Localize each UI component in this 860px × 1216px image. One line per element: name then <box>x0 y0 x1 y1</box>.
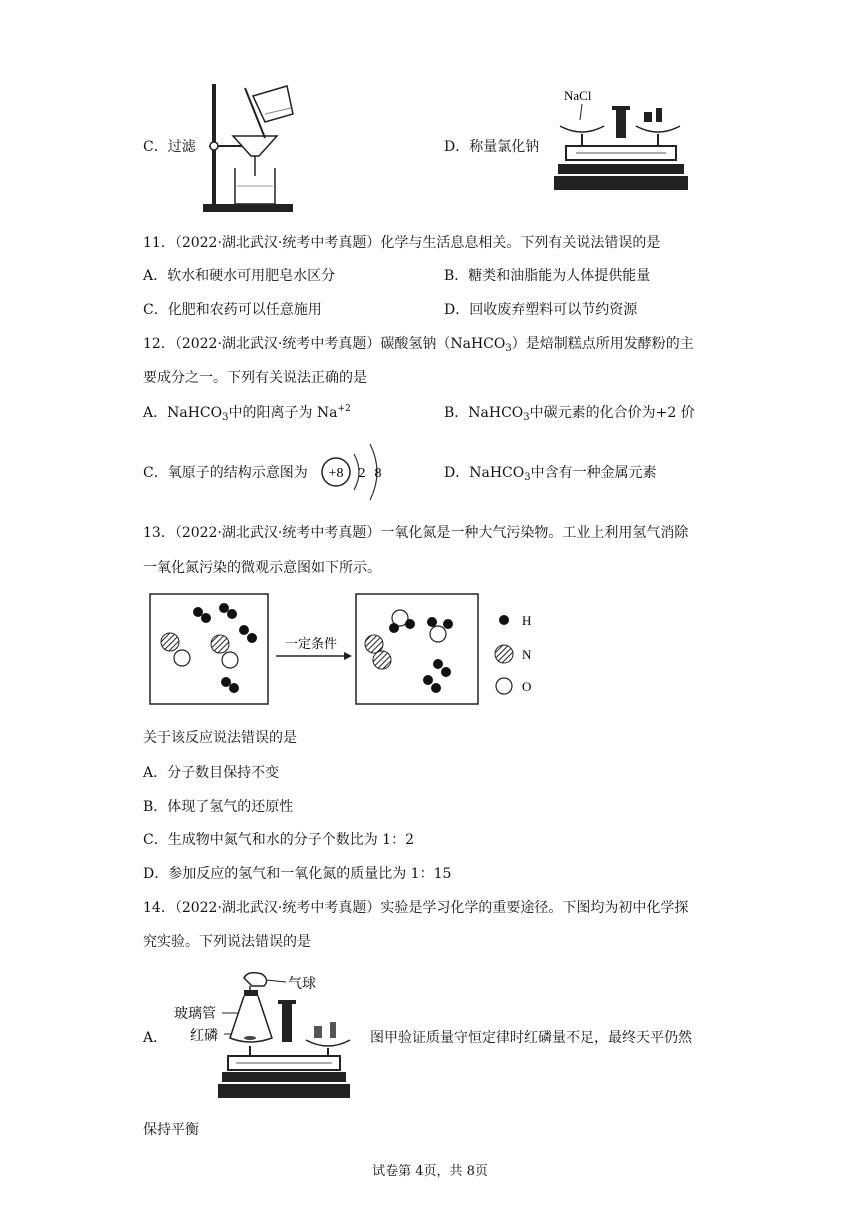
q14-option-a-label: A． <box>143 1030 168 1046</box>
option-c-filtration: C．过滤 <box>143 139 196 155</box>
q12-option-d: D．NaHCO$_3$中含有一种金属元素 <box>444 465 657 483</box>
nacl-label: NaCl <box>564 88 592 103</box>
q14-stem-line1: 14．（2022·湖北武汉·统考中考真题）实验是学习化学的重要途径。下图均为初中化学探 <box>143 900 689 916</box>
filtration-apparatus-figure <box>195 76 315 216</box>
q14-option-a-text-line2: 保持平衡 <box>143 1122 199 1138</box>
q11-option-d: D．回收废弃塑料可以节约资源 <box>444 302 638 318</box>
q11-stem: 11．（2022·湖北武汉·统考中考真题）化学与生活息息相关。下列有关说法错误的是 <box>143 235 661 251</box>
reaction-micro-diagram <box>148 592 548 710</box>
arrow-condition-label: 一定条件 <box>284 637 338 652</box>
page-footer: 试卷第 4页，共 8页 <box>372 1164 488 1179</box>
q14-stem-line2: 究实验。下列说法错误的是 <box>143 934 311 950</box>
q13-stem-line1: 13．（2022·湖北武汉·统考中考真题）一氧化氮是一种大气污染物。工业上利用氢气消除 <box>143 525 689 541</box>
legend-n-label: N <box>522 647 532 662</box>
q13-prompt: 关于该反应说法错误的是 <box>143 730 297 746</box>
q13-option-d: D．参加反应的氢气和一氧化氮的质量比为 1：15 <box>143 866 452 882</box>
q12-option-b: B．NaHCO$_3$中碳元素的化合价为+2 价 <box>444 405 695 423</box>
balance-nacl-figure <box>552 86 692 198</box>
q11-option-a: A．软水和硬水可用肥皂水区分 <box>143 268 336 284</box>
option-d-weigh-nacl: D．称量氯化钠 <box>444 139 540 155</box>
red-phosphorus-balance-figure <box>170 968 370 1100</box>
q12-option-c: C．氧原子的结构示意图为 <box>143 465 308 481</box>
q12-stem-line2: 要成分之一。下列有关说法正确的是 <box>143 370 367 386</box>
legend-h-label: H <box>522 613 532 628</box>
q13-option-a: A．分子数目保持不变 <box>143 765 280 781</box>
legend-n-circle <box>495 645 513 663</box>
legend-h-dot <box>499 615 509 625</box>
q13-option-c: C．生成物中氮气和水的分子个数比为 1：2 <box>143 832 414 848</box>
q13-stem-line2: 一氧化氮污染的微观示意图如下所示。 <box>143 560 381 576</box>
balloon-label: 气球 <box>288 976 316 992</box>
q11-option-c: C．化肥和农药可以任意施用 <box>143 302 322 318</box>
q11-option-b: B．糖类和油脂能为人体提供能量 <box>444 268 651 284</box>
legend-o-label: O <box>522 679 532 694</box>
q14-option-a-text-line1: 图甲验证质量守恒定律时红磷量不足，最终天平仍然 <box>370 1030 692 1046</box>
q12-option-a: A．NaHCO$_3$中的阳离子为 $Na^{+2}$ <box>143 404 351 423</box>
svg-text:8: 8 <box>374 466 382 481</box>
svg-text:2: 2 <box>358 466 366 481</box>
svg-text:+8: +8 <box>328 466 344 481</box>
q13-option-b: B．体现了氢气的还原性 <box>143 799 294 815</box>
glass-tube-label: 玻璃管 <box>174 1006 216 1022</box>
legend-o-circle <box>496 678 512 694</box>
q12-stem-line1: 12．（2022·湖北武汉·统考中考真题）碳酸氢钠（NaHCO$_3$）是焙制糕点所用发酵粉的主 <box>143 336 694 354</box>
oxygen-atom-structure-diagram <box>318 432 388 512</box>
red-phosphorus-label: 红磷 <box>190 1028 218 1044</box>
